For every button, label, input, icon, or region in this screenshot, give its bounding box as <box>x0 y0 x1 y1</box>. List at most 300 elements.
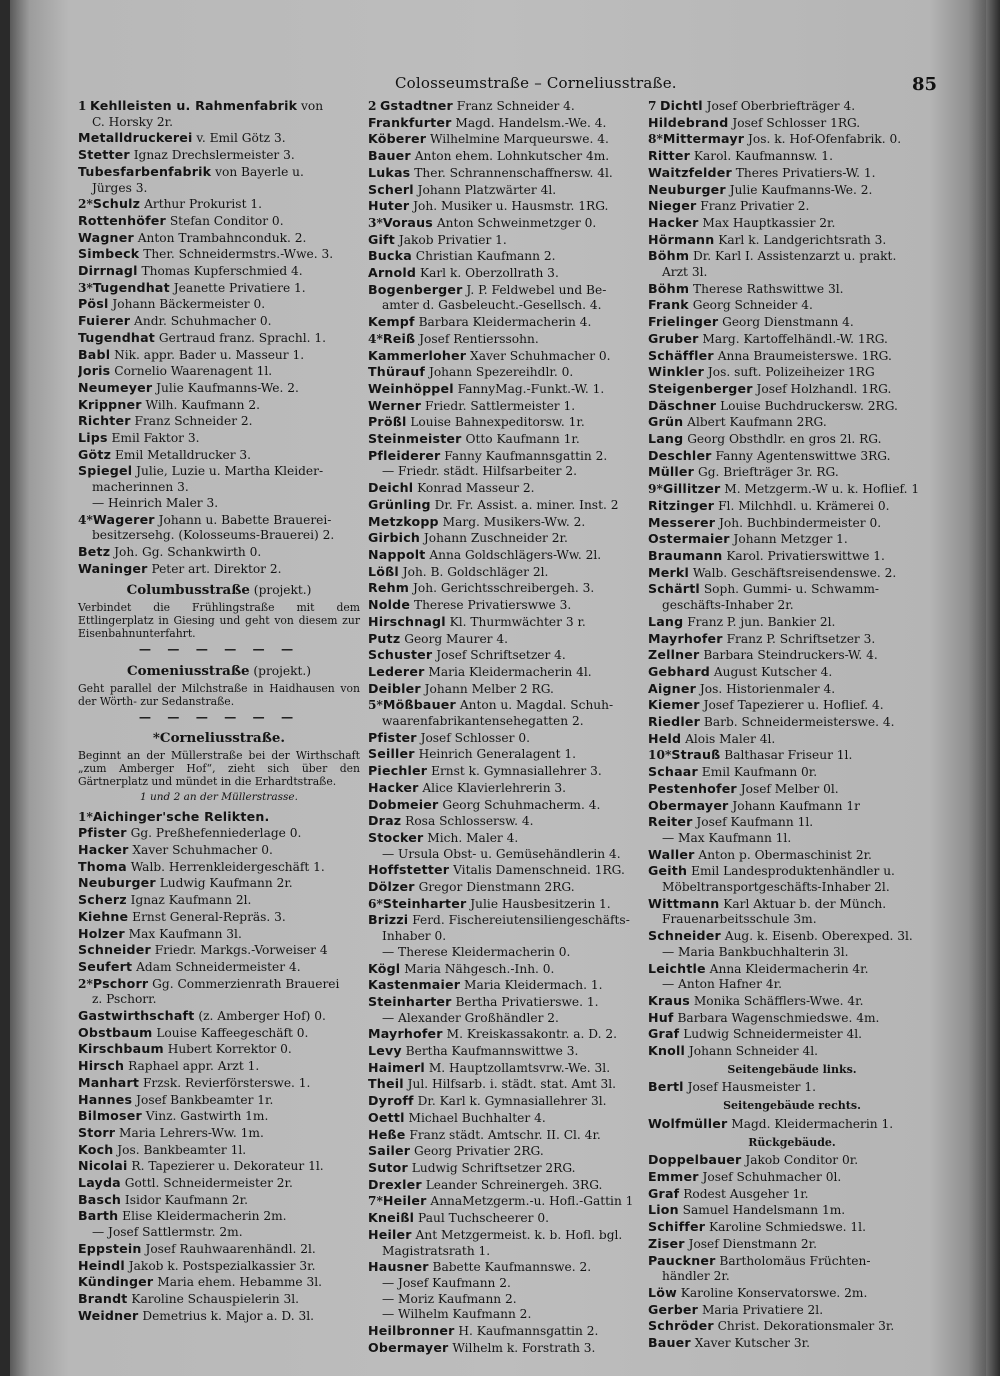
directory-entry <box>78 1142 360 1159</box>
resident-details: Christ. Dekorationsmaler 3r. <box>717 1319 895 1334</box>
resident-name: Hörmann <box>648 231 715 247</box>
resident-details: Jakob Conditor 0r. <box>745 1153 859 1168</box>
subheading-left: Seitengebäude links. <box>727 1062 857 1076</box>
directory-entry <box>368 945 640 961</box>
directory-entry <box>368 647 640 664</box>
resident-name: Draz <box>368 813 402 829</box>
resident-details: Georg Schuhmacherm. 4. <box>442 797 601 812</box>
directory-entry <box>368 148 640 165</box>
directory-entry <box>648 581 936 598</box>
directory-entry <box>78 1108 360 1125</box>
street-name: *Corneliusstraße. <box>152 730 286 747</box>
resident-name: Bauer <box>648 1335 691 1351</box>
resident-details: Wilh. Kaufmann 2. <box>145 397 260 412</box>
resident-name: Heße <box>368 1126 406 1142</box>
directory-entry <box>368 547 640 564</box>
directory-entry <box>368 331 640 348</box>
directory-entry <box>78 959 360 976</box>
resident-name: Spiegel <box>78 463 133 479</box>
resident-name: Hacker <box>78 842 129 858</box>
resident-details: Balthasar Friseur 1l. <box>724 748 853 763</box>
house-number: 4* <box>78 512 93 527</box>
resident-name: Schaar <box>648 764 698 780</box>
directory-entry <box>78 480 360 496</box>
resident-details: M. Metzgerm.-W u. k. Hoflief. 1 <box>724 482 920 497</box>
resident-details: Rosa Schlossersw. 4. <box>405 814 534 829</box>
resident-details: händler 2r. <box>662 1269 730 1284</box>
resident-name: Neuburger <box>78 875 156 891</box>
directory-entry <box>368 1160 640 1177</box>
resident-name: Weinhöppel <box>368 380 454 396</box>
resident-details: H. Kaufmannsgattin 2. <box>458 1324 599 1339</box>
resident-details: Anna Braumeisterswe. 1RG. <box>717 348 892 363</box>
directory-entry <box>78 196 360 213</box>
directory-entry <box>648 1043 936 1060</box>
directory-entry <box>648 414 936 431</box>
resident-name: Babl <box>78 346 111 362</box>
resident-details: Maria ehem. Hebamme 3l. <box>157 1275 323 1290</box>
resident-name: Voraus <box>382 214 433 230</box>
resident-name: Fuierer <box>78 313 131 329</box>
resident-name: Piechler <box>368 763 428 779</box>
directory-entry <box>368 1227 640 1244</box>
resident-details: Josef Schriftsetzer 4. <box>436 648 566 663</box>
resident-name: Thürauf <box>368 364 426 380</box>
directory-entry <box>648 993 936 1010</box>
street-name: Comeniusstraße <box>126 662 250 679</box>
resident-details: Marg. Kartoffelhändl.-W. 1RG. <box>702 331 888 346</box>
resident-name: Kiemer <box>648 697 700 713</box>
directory-entry <box>648 314 936 331</box>
resident-details: Emil Metalldrucker 3. <box>115 447 252 462</box>
directory-entry <box>648 631 936 648</box>
resident-name: Knoll <box>648 1043 686 1059</box>
directory-entry <box>648 681 936 698</box>
resident-details: Joh. Gg. Schankwirth 0. <box>114 544 262 559</box>
resident-details: Max Kaufmann 3l. <box>128 926 242 941</box>
resident-details: Josef Rentierssohn. <box>419 331 539 346</box>
resident-details: Joh. Buchbindermeister 0. <box>719 515 882 530</box>
resident-name: Ziser <box>648 1235 685 1251</box>
directory-entry <box>368 1259 640 1276</box>
directory-entry <box>368 564 640 581</box>
resident-name: Steigenberger <box>648 380 753 396</box>
resident-details: Joh. Musiker u. Hausmstr. 1RG. <box>413 199 609 214</box>
directory-entry <box>368 115 640 132</box>
directory-entry <box>78 463 360 480</box>
resident-name: Theil <box>368 1076 404 1092</box>
directory-entry <box>368 314 640 331</box>
directory-entry <box>368 597 640 614</box>
directory-entry <box>368 1060 640 1077</box>
directory-entry <box>78 1208 360 1225</box>
directory-entry <box>648 961 936 978</box>
resident-details: Vinz. Gastwirth 1m. <box>145 1109 269 1124</box>
resident-name: Kündinger <box>78 1274 154 1290</box>
resident-details: Julie Kaufmanns-We. 2. <box>156 380 299 395</box>
directory-entry <box>368 398 640 415</box>
resident-details: Heinrich Generalagent 1. <box>418 747 576 762</box>
house-number: 2* <box>78 197 93 212</box>
resident-details: Ignaz Drechslermeister 3. <box>133 148 295 163</box>
directory-entry <box>368 847 640 863</box>
resident-name: Storr <box>78 1124 116 1140</box>
resident-name: Leichtle <box>648 960 706 976</box>
directory-entry <box>368 514 640 531</box>
directory-entry <box>78 528 360 544</box>
resident-name: Kneißl <box>368 1210 415 1226</box>
resident-name: Tugendhat <box>92 279 170 295</box>
running-header: Colosseumstraße – Corneliusstraße. <box>395 74 677 92</box>
directory-entry <box>368 1026 640 1043</box>
resident-details: Jos. Historienmaler 4. <box>699 681 836 696</box>
resident-name: Lang <box>648 613 684 629</box>
resident-details: Fanny Kaufmannsgattin 2. <box>444 448 608 463</box>
resident-details: Magd. Handelsm.-We. 4. <box>455 115 607 130</box>
directory-entry <box>368 1127 640 1144</box>
resident-name: Metzkopp <box>368 513 439 529</box>
directory-entry <box>78 1025 360 1042</box>
directory-entry <box>78 809 360 826</box>
resident-details: Ther. Schneidermstrs.-Wwe. 3. <box>143 247 334 262</box>
directory-entry <box>368 1193 640 1210</box>
resident-details: Jos. suft. Polizeiheizer 1RG <box>707 365 875 380</box>
directory-entry <box>368 664 640 681</box>
resident-name: Obermayer <box>368 1339 449 1355</box>
resident-details: Barbara Kleidermacherin 4. <box>418 315 592 330</box>
resident-details: Emil Kaufmann 0r. <box>701 765 818 780</box>
resident-name: Manhart <box>78 1074 140 1090</box>
resident-name: Dirrnagl <box>78 263 138 279</box>
directory-entry <box>648 165 936 182</box>
resident-name: Hirsch <box>78 1058 125 1074</box>
resident-details: Samuel Handelsmann 1m. <box>682 1203 846 1218</box>
entries-column-3 <box>648 98 936 1060</box>
directory-entry <box>78 430 360 447</box>
directory-entry <box>368 414 640 431</box>
resident-details: Emil Faktor 3. <box>111 431 200 446</box>
directory-entry <box>368 165 640 182</box>
directory-entry <box>648 182 936 199</box>
directory-entry <box>78 447 360 464</box>
resident-details: Barbara Wagenschmiedswe. 4m. <box>677 1010 880 1025</box>
directory-entry <box>648 896 936 913</box>
directory-entry <box>78 1158 360 1175</box>
directory-entry <box>648 215 936 232</box>
resident-name: Obermayer <box>648 797 729 813</box>
resident-details: Georg Dienstmann 4. <box>722 315 854 330</box>
resident-details: Jakob k. Postspezialkassier 3r. <box>128 1258 316 1273</box>
directory-entry <box>368 961 640 978</box>
column-2 <box>368 98 640 1356</box>
resident-name: Deichl <box>368 480 414 496</box>
resident-details: Thomas Kupferschmied 4. <box>141 264 303 279</box>
resident-details: Monika Schäfflers-Wwe. 4r. <box>693 993 864 1008</box>
resident-details: Wilhelm k. Forstrath 3. <box>452 1340 596 1355</box>
resident-details: Xaver Kutscher 3r. <box>694 1336 810 1351</box>
resident-name: Tugendhat <box>78 329 155 345</box>
resident-details: Peter art. Direktor 2. <box>151 561 282 576</box>
directory-entry <box>648 115 936 132</box>
directory-entry <box>648 714 936 731</box>
directory-entry <box>368 830 640 847</box>
resident-details: Karoline Schmiedswe. 1l. <box>709 1220 866 1235</box>
resident-details: Ludwig Kaufmann 2r. <box>159 876 293 891</box>
resident-details: Maria Lehrers-Ww. 1m. <box>119 1125 264 1140</box>
directory-entry <box>648 1010 936 1027</box>
resident-name: Böhm <box>648 248 690 264</box>
directory-entry <box>648 928 936 945</box>
resident-details: Magd. Kleidermacherin 1. <box>731 1116 894 1131</box>
directory-entry <box>78 363 360 380</box>
resident-details: (z. Amberger Hof) 0. <box>198 1009 326 1024</box>
resident-name: Hannes <box>78 1091 133 1107</box>
resident-details: Louise Bahnexpeditorsw. 1r. <box>410 415 585 430</box>
resident-details: Anton u. Magdal. Schuh- <box>459 698 614 713</box>
directory-entry <box>78 1241 360 1258</box>
resident-details: Isidor Kaufmann 2r. <box>124 1192 248 1207</box>
directory-entry <box>648 664 936 681</box>
resident-name: Merkl <box>648 564 689 580</box>
resident-details: Jos. Bankbeamter 1l. <box>117 1142 247 1157</box>
resident-details: Friedr. Markgs.-Vorweiser 4 <box>154 943 328 958</box>
resident-name: Heindl <box>78 1257 125 1273</box>
resident-details: waarenfabrikantensehegatten 2. <box>382 714 584 729</box>
resident-name: Obstbaum <box>78 1024 153 1040</box>
resident-name: Brizzi <box>368 912 409 928</box>
resident-details: Maria Kleidermach. 1. <box>464 978 603 993</box>
resident-name: Nicolai <box>78 1158 128 1174</box>
entries-rear <box>648 1152 936 1351</box>
resident-details: Anton Trambahnconduk. 2. <box>137 230 307 245</box>
directory-entry <box>648 912 936 928</box>
resident-name: Scherz <box>78 892 127 908</box>
resident-details: besitzersehg. (Kolosseums-Brauerei) 2. <box>92 528 335 543</box>
directory-entry <box>78 380 360 397</box>
resident-name: Bucka <box>368 248 412 264</box>
resident-details: Mich. Maler 4. <box>427 830 519 845</box>
resident-details: Ernst k. Gymnasiallehrer 3. <box>431 764 602 779</box>
resident-details: Raphael appr. Arzt 1. <box>128 1059 260 1074</box>
directory-entry <box>78 825 360 842</box>
resident-name: Pfister <box>78 825 127 841</box>
resident-details: FannyMag.-Funkt.-W. 1. <box>457 381 605 396</box>
section-headings <box>78 583 360 805</box>
resident-name: Gstadtner <box>380 98 453 113</box>
resident-name: Prößl <box>368 414 407 430</box>
resident-details: Aug. k. Eisenb. Oberexped. 3l. <box>724 929 913 944</box>
resident-details: Johann Bäckermeister 0. <box>112 297 266 312</box>
resident-details: Joh. B. Goldschläger 2l. <box>402 564 549 579</box>
resident-details: Louise Buchdruckersw. 2RG. <box>720 398 898 413</box>
directory-entry <box>648 1152 936 1169</box>
resident-details: Albert Kaufmann 2RG. <box>687 415 827 430</box>
resident-name: Seufert <box>78 958 133 974</box>
resident-details: amter d. Gasbeleucht.-Gesellsch. 4. <box>382 298 602 313</box>
resident-name: Waninger <box>78 560 148 576</box>
directory-entry <box>368 1340 640 1357</box>
resident-name: Mayrhofer <box>648 630 723 646</box>
resident-name: Mößbauer <box>382 697 456 713</box>
resident-details: Ant Metzgermeist. k. b. Hofl. bgl. <box>415 1227 623 1242</box>
resident-details: Leander Schreinergeh. 3RG. <box>425 1177 603 1192</box>
resident-name: Rehm <box>368 580 410 596</box>
resident-details: — Anton Hafner 4r. <box>662 977 782 992</box>
entries-column-2 <box>368 98 640 1356</box>
resident-details: Barbara Steindruckers-W. 4. <box>703 648 878 663</box>
resident-details: August Kutscher 4. <box>713 664 833 679</box>
directory-entry <box>78 347 360 364</box>
directory-entry <box>648 1026 936 1043</box>
resident-name: Graf <box>648 1026 680 1042</box>
directory-entry <box>648 880 936 896</box>
directory-entry <box>368 994 640 1011</box>
resident-details: Ludwig Schneidermeister 4l. <box>683 1027 863 1042</box>
directory-entry <box>648 747 936 764</box>
resident-details: — Josef Sattlermstr. 2m. <box>92 1225 243 1240</box>
resident-details: Frzsk. Revierförsterswe. 1. <box>142 1075 311 1090</box>
directory-entry <box>78 413 360 430</box>
resident-name: Seiller <box>368 746 415 762</box>
directory-entry <box>368 480 640 497</box>
resident-name: Lößl <box>368 563 399 579</box>
directory-entry <box>368 381 640 398</box>
resident-name: Strauß <box>671 747 721 763</box>
directory-entry <box>648 281 936 298</box>
directory-entry <box>648 531 936 548</box>
directory-entry <box>368 215 640 232</box>
resident-details: — Friedr. städt. Hilfsarbeiter 2. <box>382 464 577 479</box>
directory-entry <box>78 1092 360 1109</box>
directory-entry <box>78 1175 360 1192</box>
resident-name: Tubesfarbenfabrik <box>78 163 212 179</box>
house-number: 8* <box>648 132 663 147</box>
directory-entry <box>368 1210 640 1227</box>
resident-name: Waitzfelder <box>648 164 732 180</box>
street-status: (projekt.) <box>249 583 312 598</box>
street-heading <box>78 731 360 747</box>
resident-details: Karl Aktuar b. der Münch. <box>723 896 887 911</box>
resident-name: Geith <box>648 863 688 879</box>
directory-entry <box>648 1318 936 1335</box>
resident-name: Kirschbaum <box>78 1041 164 1057</box>
street-heading <box>78 583 360 599</box>
resident-details: Nik. appr. Bader u. Masseur 1. <box>114 347 305 362</box>
resident-details: — Wilhelm Kaufmann 2. <box>382 1307 532 1322</box>
resident-details: Josef Schuhmacher 0l. <box>702 1170 842 1184</box>
resident-details: Josef Kaufmann 1l. <box>696 815 814 830</box>
resident-details: von <box>301 99 324 113</box>
resident-name: Betz <box>78 543 111 559</box>
directory-entry <box>368 614 640 631</box>
resident-details: Anton ehem. Lohnkutscher 4m. <box>414 149 610 164</box>
directory-entry <box>648 598 936 614</box>
resident-details: Johann Spezereihdlr. 0. <box>428 365 574 380</box>
directory-entry <box>648 148 936 165</box>
resident-name: Rottenhöfer <box>78 212 166 228</box>
directory-entry <box>648 847 936 864</box>
resident-details: Wilhelmine Marqueurswe. 4. <box>429 132 609 147</box>
resident-details: Johann Schneider 4l. <box>688 1044 819 1059</box>
resident-details: Maria Privatiere 2l. <box>701 1302 824 1317</box>
directory-entry <box>368 131 640 148</box>
resident-details: Josef Hausmeister 1. <box>687 1080 817 1095</box>
directory-entry <box>648 448 936 465</box>
directory-entry <box>648 498 936 515</box>
resident-details: Walb. Geschäftsreisendenswe. 2. <box>692 565 897 580</box>
directory-entry <box>648 381 936 398</box>
book-edge <box>986 0 1000 1376</box>
resident-name: Deschler <box>648 447 712 463</box>
resident-details: Barb. Schneidermeisterswe. 4. <box>703 715 895 730</box>
directory-entry <box>368 265 640 282</box>
section-divider: — — — — — — <box>138 709 300 724</box>
directory-entry <box>368 198 640 215</box>
resident-name: Bertl <box>648 1079 684 1095</box>
resident-name: Weidner <box>78 1307 139 1323</box>
resident-name: Lang <box>648 431 684 447</box>
resident-name: Grünling <box>368 496 431 512</box>
directory-entry <box>368 746 640 763</box>
resident-details: Dr. Karl I. Assistenzarzt u. prakt. <box>693 249 897 264</box>
directory-entry <box>78 115 360 131</box>
resident-details: Marg. Musikers-Ww. 2. <box>442 514 586 529</box>
resident-name: Brandt <box>78 1291 128 1306</box>
resident-details: Karoline Schauspielerin 3l. <box>131 1292 300 1306</box>
resident-details: Walb. Herrenkleidergeschäft 1. <box>130 859 325 874</box>
directory-entry <box>368 1276 640 1292</box>
directory-entry <box>368 780 640 797</box>
resident-details: Johann Metzger 1. <box>733 532 848 547</box>
house-number: 3* <box>78 280 93 295</box>
resident-details: Gottl. Schneidermeister 2r. <box>124 1176 293 1191</box>
resident-name: Thoma <box>78 858 127 874</box>
resident-details: Demetrius k. Major a. D. 3l. <box>142 1308 314 1323</box>
resident-details: Fl. Milchhdl. u. Krämerei 0. <box>718 498 890 513</box>
resident-details: Bartholomäus Früchten- <box>719 1253 871 1268</box>
resident-name: Doppelbauer <box>648 1152 742 1168</box>
directory-entry <box>648 764 936 781</box>
resident-name: Schneider <box>78 942 151 958</box>
directory-entry <box>78 1041 360 1058</box>
resident-details: — Ursula Obst- u. Gemüsehändlerin 4. <box>382 846 621 861</box>
resident-name: Steinmeister <box>368 431 462 447</box>
resident-details: Josef Schlosser 0. <box>420 730 530 745</box>
directory-entry <box>78 230 360 247</box>
resident-name: Krippner <box>78 396 142 412</box>
resident-name: Schröder <box>648 1318 714 1334</box>
resident-details: Anton Schweinmetzger 0. <box>436 215 597 230</box>
resident-details: Josef Rauhwaarenhändl. 2l. <box>145 1241 316 1256</box>
subheading-right: Seitengebäude rechts. <box>723 1099 861 1113</box>
resident-name: Huter <box>368 198 410 214</box>
resident-details: Fanny Agentenswittwe 3RG. <box>715 448 891 463</box>
directory-entry <box>78 909 360 926</box>
resident-name: Kraus <box>648 992 690 1008</box>
resident-name: Heiler <box>368 1226 412 1242</box>
resident-name: Levy <box>368 1043 402 1059</box>
resident-details: z. Pschorr. <box>92 992 157 1007</box>
directory-entry <box>368 448 640 465</box>
resident-name: Schiffer <box>648 1219 706 1235</box>
resident-name: Wittmann <box>648 895 720 911</box>
resident-details: Johann Melber 2 RG. <box>424 681 554 696</box>
resident-name: Ritzinger <box>648 497 715 513</box>
resident-details: Franz Schneider 4. <box>456 99 575 113</box>
directory-entry <box>648 1186 936 1203</box>
directory-entry <box>368 697 640 714</box>
resident-details: geschäfts-Inhaber 2r. <box>662 598 794 613</box>
